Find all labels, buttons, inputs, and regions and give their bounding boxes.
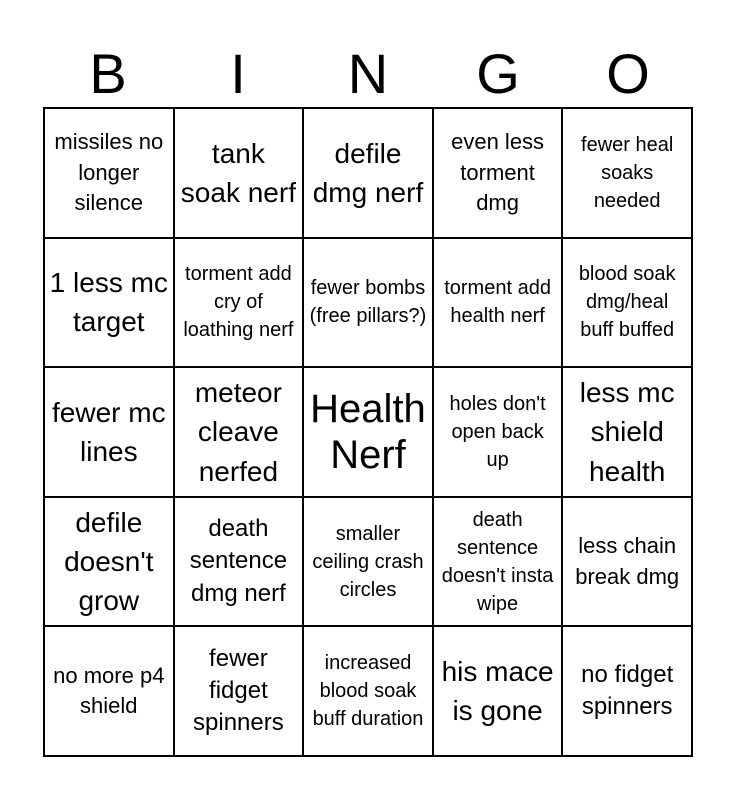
- cell-text: fewer bombs (free pillars?): [309, 277, 427, 328]
- bingo-board: [43, 107, 693, 757]
- header-letter-g: G: [476, 42, 520, 105]
- bingo-cell[interactable]: [174, 108, 304, 238]
- cell-text: death sentence doesn't insta wipe: [441, 508, 554, 615]
- cell-text: 1 less mc target: [49, 267, 168, 338]
- cell-text: blood soak dmg/heal buff buffed: [578, 263, 676, 342]
- bingo-cell[interactable]: [562, 626, 692, 756]
- bingo-cell[interactable]: [562, 497, 692, 627]
- cell-text: increased blood soak buff duration: [312, 652, 424, 731]
- cell-text: smaller ceiling crash circles: [312, 522, 424, 601]
- cell-text: fewer heal soaks needed: [581, 133, 674, 212]
- bingo-cell[interactable]: [562, 367, 692, 497]
- bingo-cell[interactable]: [174, 497, 304, 627]
- bingo-cell[interactable]: [44, 626, 174, 756]
- bingo-cell[interactable]: [303, 497, 433, 627]
- cell-text: even less torment dmg: [451, 129, 545, 215]
- bingo-cell[interactable]: [44, 238, 174, 368]
- bingo-cell[interactable]: [433, 497, 563, 627]
- cell-text: less chain break dmg: [575, 533, 680, 589]
- cell-text: fewer fidget spinners: [193, 644, 284, 737]
- cell-text: death sentence dmg nerf: [189, 515, 288, 607]
- bingo-cell[interactable]: [303, 626, 433, 756]
- header-letter-b: B: [89, 42, 127, 105]
- cell-text: tank soak nerf: [180, 137, 296, 208]
- cell-text: defile dmg nerf: [312, 137, 424, 208]
- bingo-cell[interactable]: [433, 238, 563, 368]
- bingo-cell[interactable]: [562, 108, 692, 238]
- cell-text: Health Nerf: [310, 386, 426, 477]
- bingo-cell[interactable]: [303, 238, 433, 368]
- cell-text: his mace is gone: [441, 656, 554, 727]
- cell-text: torment add cry of loathing nerf: [183, 263, 294, 342]
- cell-text: no more p4 shield: [53, 662, 165, 719]
- cell-text: meteor cleave nerfed: [194, 377, 282, 487]
- cell-text: defile doesn't grow: [64, 506, 154, 617]
- header-letter-i: I: [230, 42, 246, 105]
- cell-text: missiles no longer silence: [54, 129, 164, 215]
- bingo-cell[interactable]: [174, 367, 304, 497]
- cell-text: fewer mc lines: [52, 396, 166, 467]
- cell-text: torment add health nerf: [444, 277, 551, 328]
- bingo-cell[interactable]: [303, 108, 433, 238]
- cell-text: no fidget spinners: [581, 660, 674, 721]
- header-letter-n: N: [347, 42, 389, 105]
- bingo-cell-free[interactable]: [303, 367, 433, 497]
- bingo-cell[interactable]: [44, 367, 174, 497]
- bingo-cell[interactable]: [174, 626, 304, 756]
- bingo-cell[interactable]: [174, 238, 304, 368]
- bingo-cell[interactable]: [433, 367, 563, 497]
- bingo-cell[interactable]: [44, 108, 174, 238]
- bingo-header: [43, 40, 693, 108]
- cell-text: holes don't open back up: [449, 392, 546, 471]
- header-letter-o: O: [606, 42, 650, 105]
- cell-text: less mc shield health: [579, 377, 675, 487]
- bingo-cell[interactable]: [433, 108, 563, 238]
- bingo-cell[interactable]: [44, 497, 174, 627]
- bingo-cell[interactable]: [433, 626, 563, 756]
- bingo-cell[interactable]: [562, 238, 692, 368]
